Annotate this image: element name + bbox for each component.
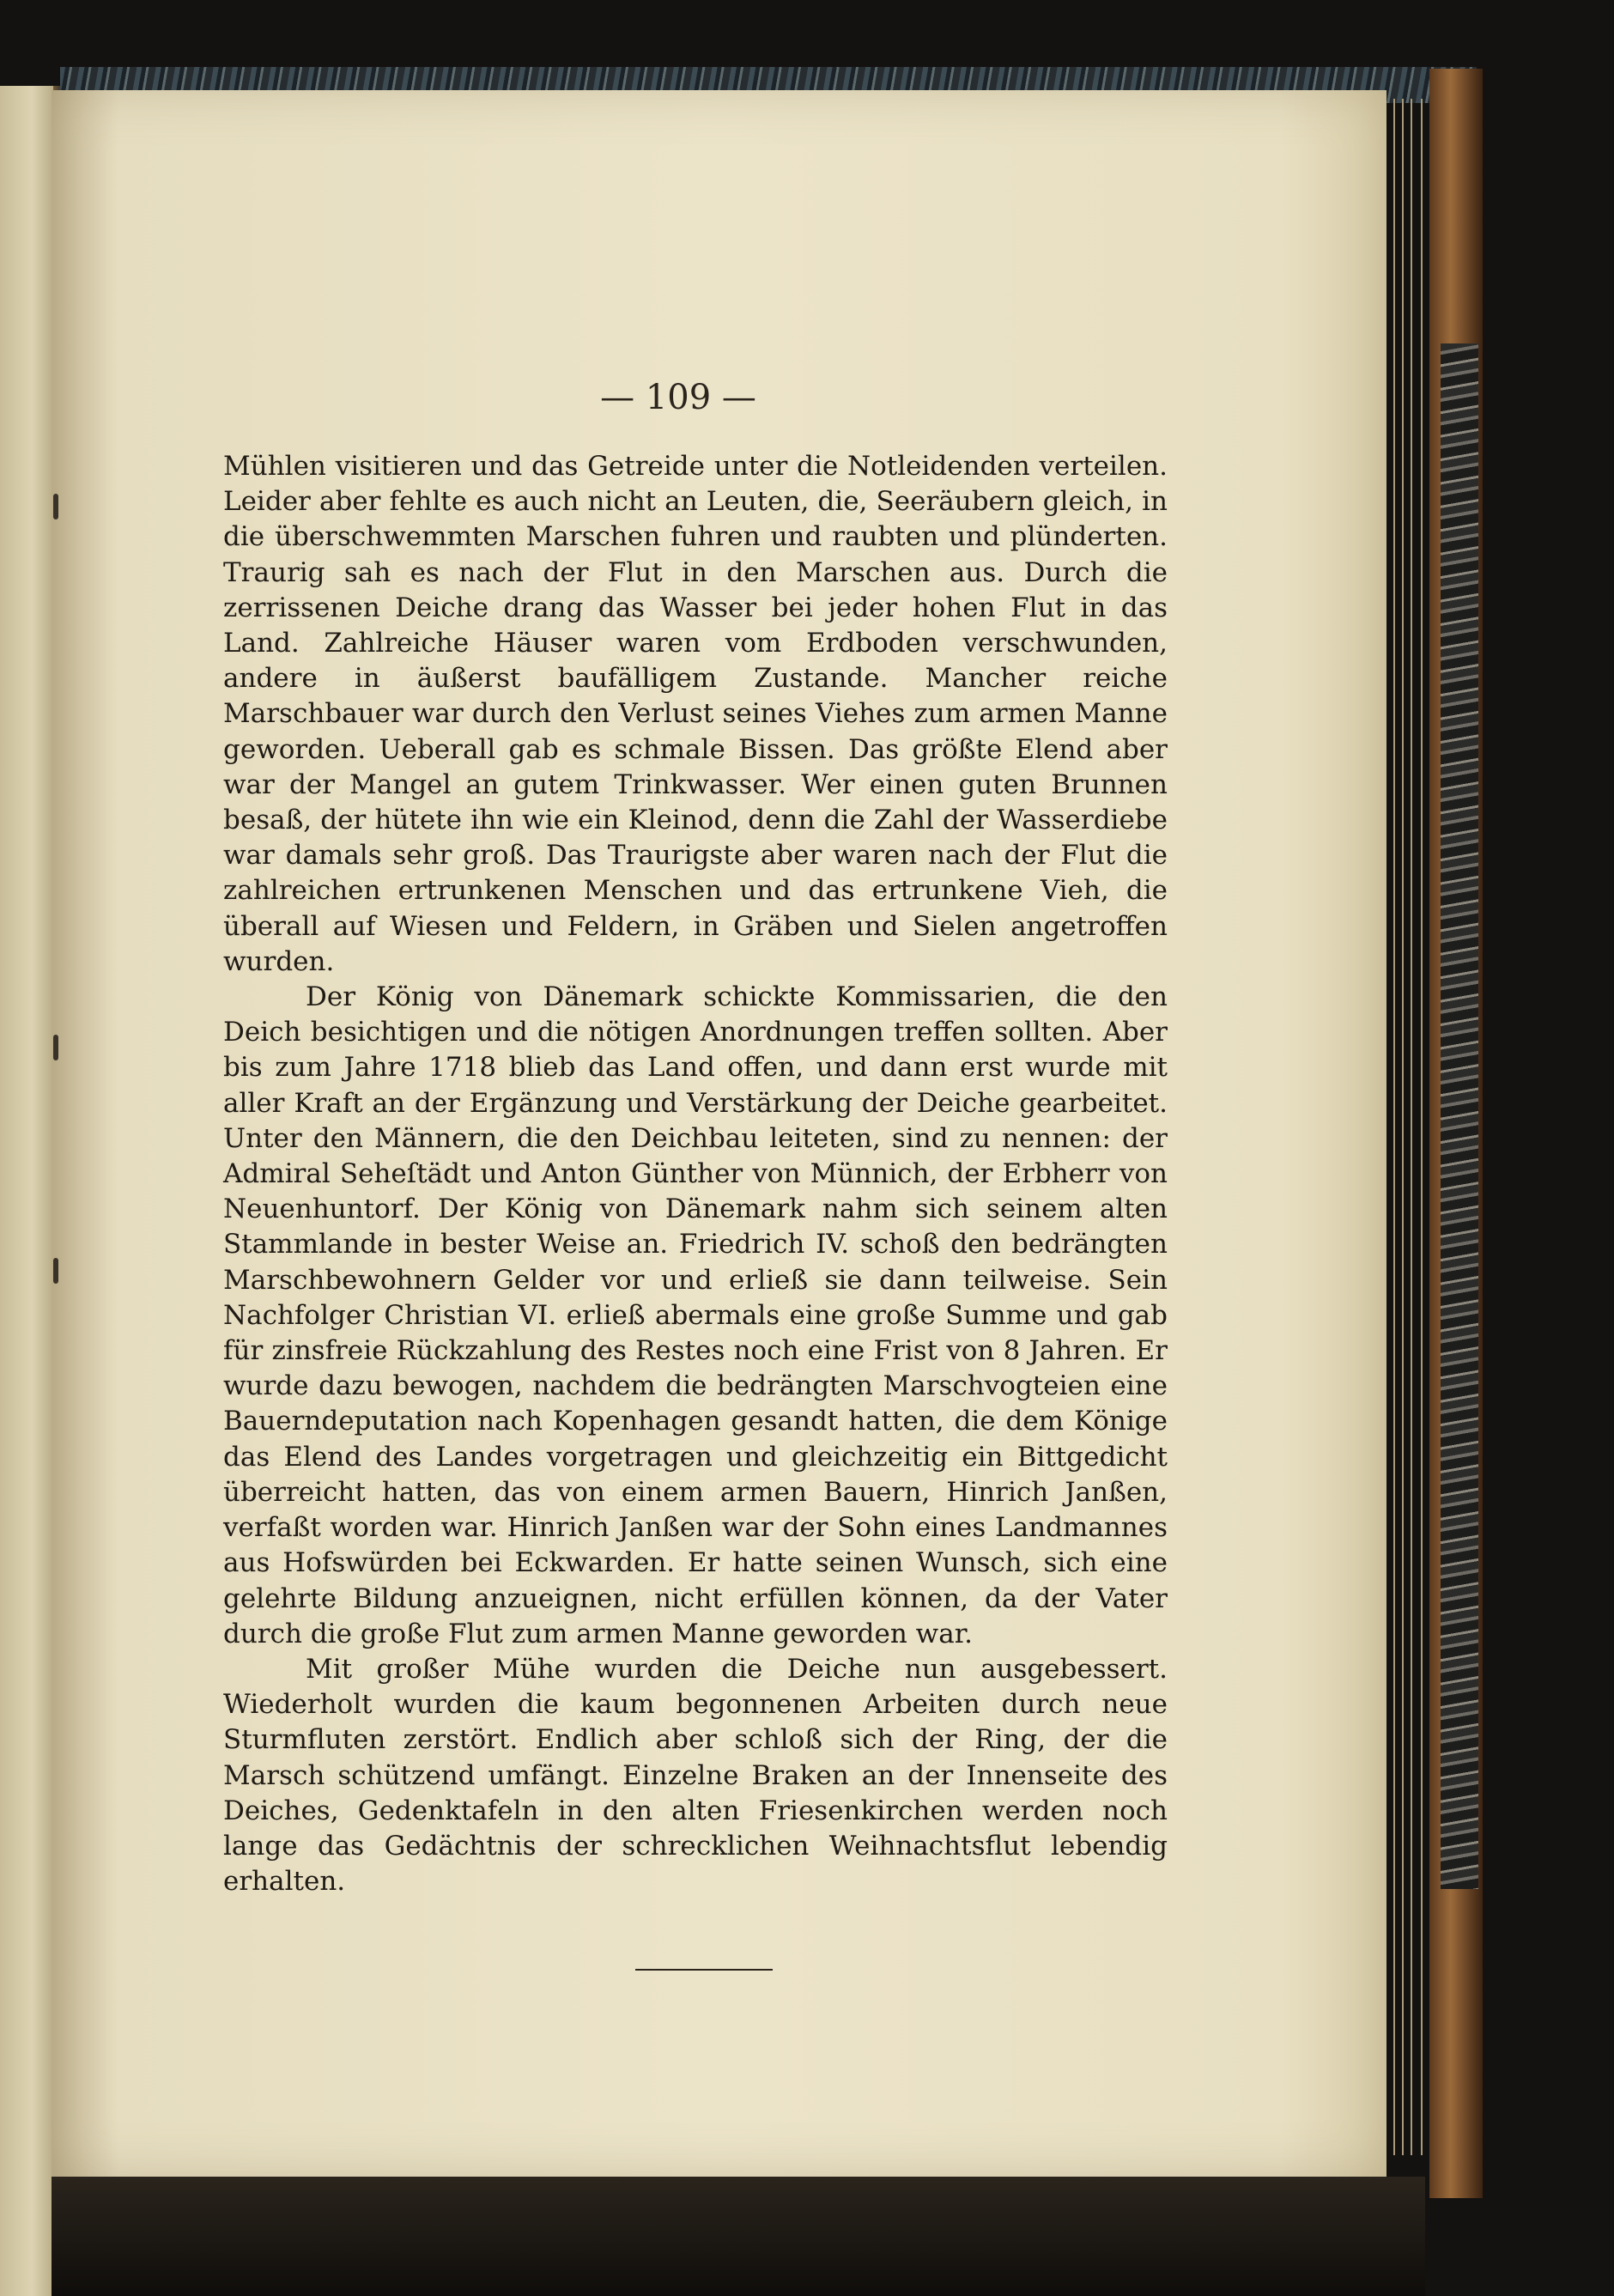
paragraph: Mit großer Mühe wurden die Deiche nun ausgebessert. Wiederholt wurden die kaum begonnenen Arbeiten durch neue Sturmfluten zerstört. Endlich aber schloß sich der Ring, der die Marsch schützend umfängt. Einzelne Braken an der Innenseite des Deiches, Gedenktafeln in den alten Friesenkirchen werden noch lange das Gedächtnis der schrecklichen Weihnachtsflut lebendig erhalten.: [223, 1653, 1168, 1898]
end-rule: [635, 1969, 773, 1971]
page-stack-edge: [1395, 99, 1404, 2155]
paragraph: Mühlen visitieren und das Getreide unter die Notleidenden verteilen. Leider aber fehlte es auch nicht an Leuten, die, Seeräubern gleich, in die überschwemmten Marschen fuhren und raubten und plünderten. Traurig sah es nach der Flut in den Marschen aus. Durch die zerrissenen Deiche drang das Wasser bei jeder hohen Flut in das Land. Zahlreiche Häuser waren vom Erdboden verschwunden, andere in äußerst baufälligem Zustande. Mancher reiche Marschbauer war durch den Verlust seines Viehes zum armen Manne geworden. Ueberall gab es schmale Bissen. Das größte Elend aber war der Mangel an gutem Trinkwasser. Wer einen guten Brunnen besaß, der hütete ihn wie ein Kleinod, denn die Zahl der Wasserdiebe war damals sehr groß. Das Traurigste aber waren nach der Flut die zahlreichen ertrunkenen Menschen und das ertrunkene Vieh, die überall auf Wiesen und Feldern, in Gräben und Sielen angetroffen wurden.: [223, 451, 1168, 977]
page-number: — 109 —: [600, 378, 756, 417]
binding-hole: [53, 494, 58, 519]
binding-hole: [53, 1035, 58, 1060]
scan-background: [52, 2177, 1425, 2296]
marbled-cover-edge: [1441, 343, 1478, 1889]
paragraph: Der König von Dänemark schickte Kommissarien, die den Deich besichtigen und die nötigen Anordnungen treffen sollten. Aber bis zum Jahre 1718 blieb das Land offen, und dann erst wurde mit aller Kraft an der Ergänzung und Verstärkung der Deiche gearbeitet. Unter den Männern, die den Deichbau leiteten, sind zu nennen: der Admiral Seheſtädt und Anton Günther von Münnich, der Erbherr von Neuenhuntorf. Der König von Dänemark nahm sich seinem alten Stammlande in bester Weise an. Friedrich IV. schoß den bedrängten Marschbewohnern Gelder vor und erließ sie dann teilweise. Sein Nachfolger Christian VI. erließ abermals eine große Summe und gab für zinsfreie Rückzahlung des Restes noch eine Frist von 8 Jahren. Er wurde dazu bewogen, nachdem die bedrängten Marschvogteien eine Bauerndeputation nach Kopenhagen gesandt hatten, die dem Könige das Elend des Landes vorgetragen und gleichzeitig ein Bittgedicht überreicht hatten, das von einem armen Bauern, Hinrich Janßen, verfaßt worden war. Hinrich Janßen war der Sohn eines Landmannes aus Hofswürden bei Eckwarden. Er hatte seinen Wunsch, sich eine gelehrte Bildung anzueignen, nicht erfüllen können, da der Vater durch die große Flut zum armen Manne geworden war.: [223, 981, 1168, 1649]
page-stack-edge: [1386, 99, 1395, 2155]
binding-hole: [53, 1258, 58, 1284]
body-text: [223, 449, 1168, 1899]
page-stack-edge: [1404, 99, 1412, 2155]
page-stack-edge: [1412, 99, 1423, 2155]
book-page: [52, 90, 1386, 2177]
left-facing-page: [0, 86, 53, 2296]
